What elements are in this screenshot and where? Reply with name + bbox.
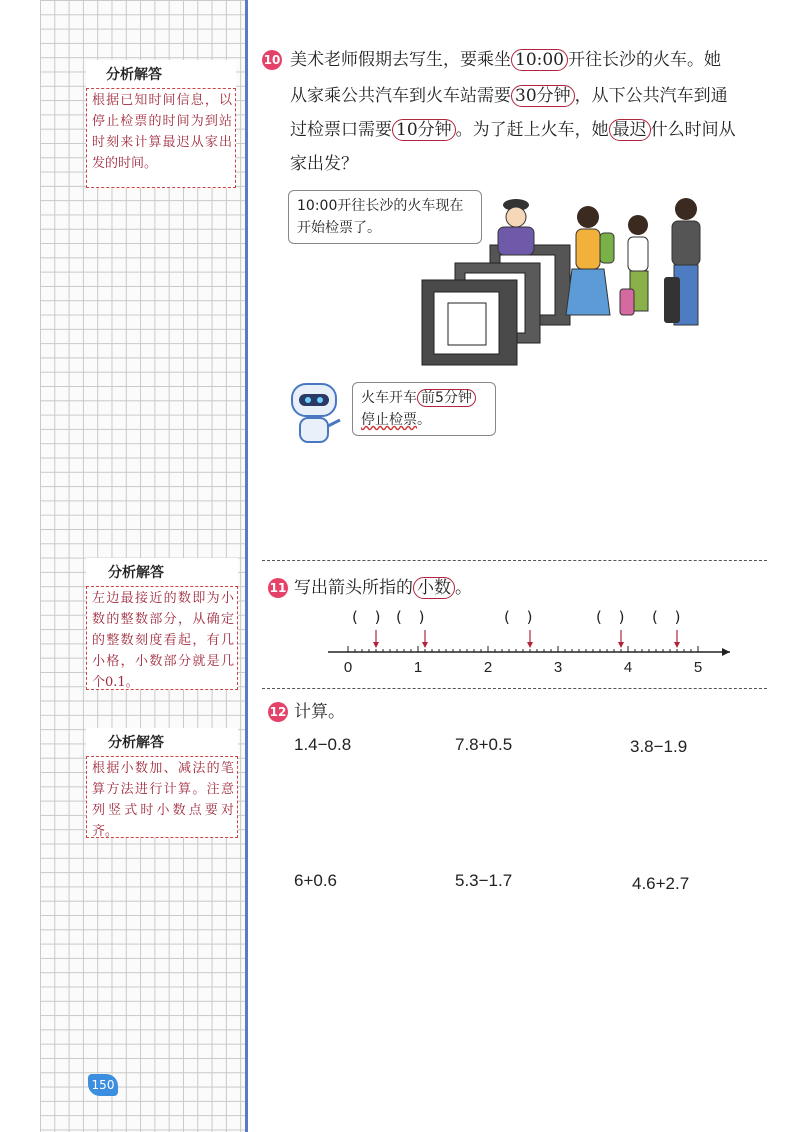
q11-text-a: 写出箭头所指的 [294,578,413,598]
analysis-note-1-title: 分析解答 [106,67,162,83]
robot-mascot-icon [284,380,344,446]
analysis-note-1 [86,60,236,188]
q10-latest-highlight: 最迟 [609,119,651,141]
calc-problem-6: 4.6+2.7 [632,874,690,893]
q11-text-b: 。 [455,578,472,598]
robot-key-highlight: 前5分钟 [417,389,476,407]
calc-problem-3: 3.8−1.9 [630,737,688,756]
number-line-arrowhead [722,648,730,656]
answer-blank-4[interactable]: ( ) [596,608,631,626]
answer-blank-5[interactable]: ( ) [652,608,687,626]
ticket-gate-illustration [420,185,720,370]
number-line-pointer-arrowhead [422,642,428,648]
analysis-note-2 [86,558,238,690]
question-11-number: 11 [268,578,288,598]
q10-text-2a: 从家乘公共汽车到火车站需要 [290,86,511,106]
calc-problem-4: 6+0.6 [294,871,338,890]
section-divider-2 [262,688,767,689]
question-12-title: 计算。 [294,702,345,722]
passenger-girl [620,215,648,315]
number-line-pointer-arrowhead [373,642,379,648]
question-11-text [294,572,472,604]
q11-decimal-highlight: 小数 [413,577,455,599]
q10-text-3b: 。为了赶上火车，她 [455,120,609,140]
answer-blank-3[interactable]: ( ) [504,608,539,626]
answer-blank-1[interactable]: ( ) [352,608,387,626]
number-line-tick-label: 1 [413,659,423,676]
number-line-pointer-arrowhead [618,642,624,648]
answer-blank-2[interactable]: ( ) [396,608,431,626]
q10-text-3a: 过检票口需要 [290,120,392,140]
analysis-note-1-text: 根据已知时间信息，以停止检票的时间为到站时刻来计算最迟从家出发的时间。 [92,93,232,171]
question-10-line-3 [290,114,736,146]
number-line-tick-label: 0 [343,659,353,676]
passenger-man [664,198,700,325]
page-number-badge: 150 [88,1074,118,1096]
section-divider-1 [262,560,767,561]
analysis-note-3 [86,728,238,838]
ticket-gate-front [422,280,517,365]
question-10-line-4: 家出发？ [290,154,358,174]
number-line [320,628,740,678]
q10-text-3c: 什么时间从 [650,120,736,140]
conductor-figure [498,199,534,255]
analysis-note-3-text: 根据小数加、减法的笔算方法进行计算。注意列竖式时小数点要对齐。 [92,761,234,839]
question-10-line-1 [290,44,721,76]
q10-time-highlight: 10:00 [511,49,568,71]
analysis-note-2-title: 分析解答 [108,565,164,581]
number-line-tick-label: 4 [623,659,633,676]
calc-problem-1: 1.4−0.8 [294,735,352,754]
q10-text-2b: ，从下公共汽车到通 [574,86,728,106]
robot-text-a: 火车开车 [361,390,417,406]
question-10-line-2 [290,80,728,112]
q10-text-1b: 开往长沙的火车。她 [568,50,721,70]
passenger-woman-backpack [566,206,614,315]
robot-text-b: 停止检票 [361,412,417,428]
robot-text-end: 。 [417,412,431,428]
calc-problem-5: 5.3−1.7 [455,871,513,890]
number-line-pointer-arrowhead [674,642,680,648]
conductor-speech-bubble: 10:00开往长沙的火车现在开始检票了。 [288,190,482,244]
number-line-pointer-arrowhead [527,642,533,648]
number-line-tick-label: 3 [553,659,563,676]
robot-speech-bubble [352,382,496,436]
q10-text-1a: 美术老师假期去写生，要乘坐 [290,50,511,70]
q10-check-duration-highlight: 10分钟 [392,119,456,141]
number-line-tick-label: 5 [693,659,703,676]
q10-bus-duration-highlight: 30分钟 [511,85,575,107]
analysis-note-2-text: 左边最接近的数即为小数的整数部分，从确定的整数刻度看起，有几小格，小数部分就是几个0.1。 [92,591,234,690]
question-10-number: 10 [262,50,282,70]
question-12-number: 12 [268,702,288,722]
number-line-tick-label: 2 [483,659,493,676]
calc-problem-2: 7.8+0.5 [455,735,513,754]
analysis-note-3-title: 分析解答 [108,735,164,751]
